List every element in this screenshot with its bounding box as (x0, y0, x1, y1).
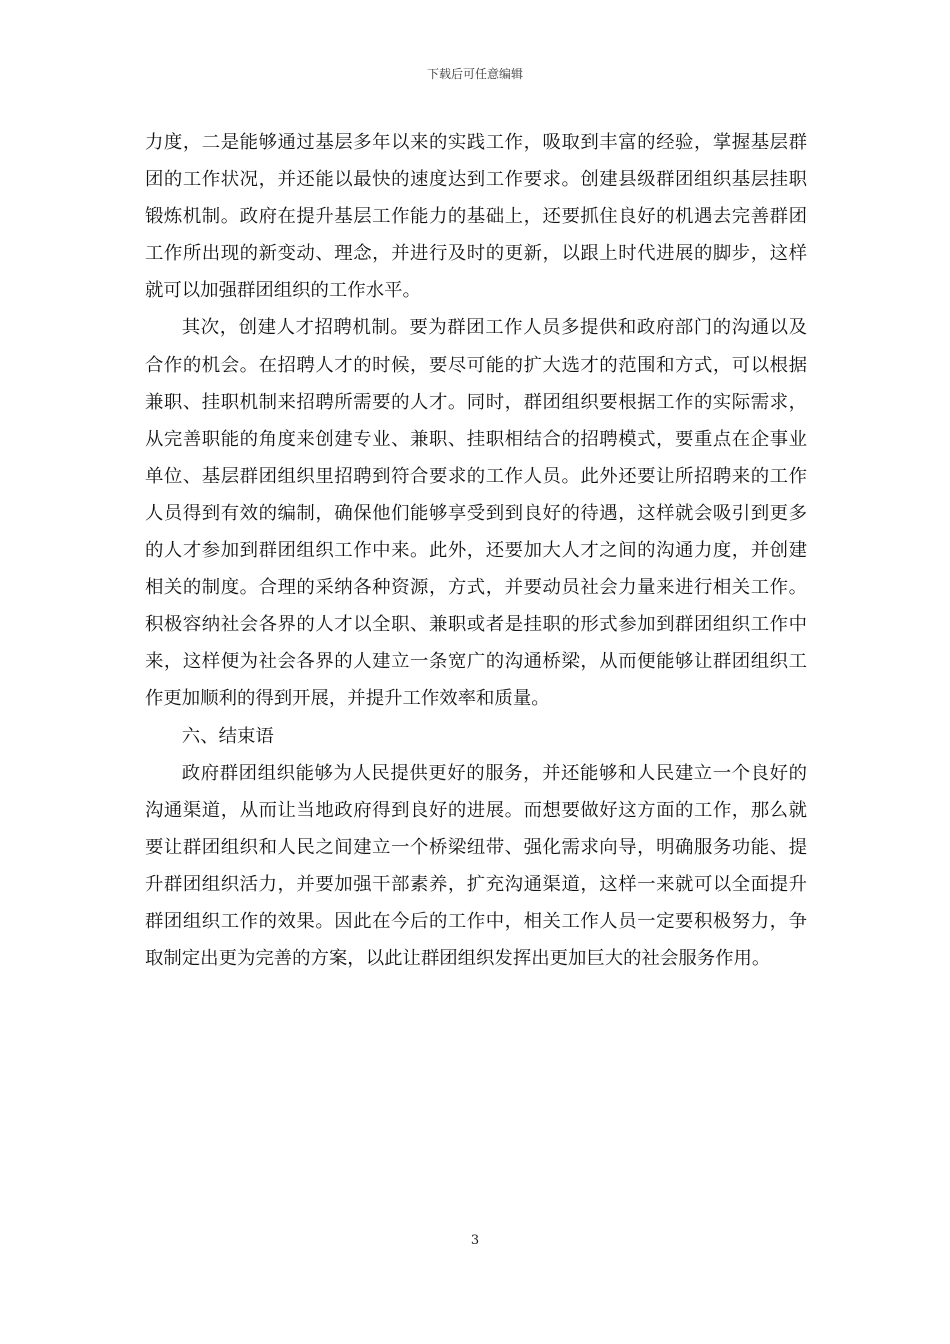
paragraph-conclusion: 政府群团组织能够为人民提供更好的服务，并还能够和人民建立一个良好的沟通渠道，从而让当地政府得到良好的进展。而想要做好这方面的工作，那么就要让群团组织和人民之间建立一个桥梁纽带、强化需求向导，明确服务功能、提升群团组织活力，并要加强干部素养，扩充沟通渠道，这样一来就可以全面提升群团组织工作的效果。因此在今后的工作中，相关工作人员一定要积极努力，争取制定出更为完善的方案，以此让群团组织发挥出更加巨大的社会服务作用。 (145, 762, 807, 970)
page-header: 下载后可任意编辑 (426, 67, 523, 81)
section-heading-conclusion: 六、结束语 (181, 725, 274, 747)
paragraph-talent-recruitment: 其次，创建人才招聘机制。要为群团工作人员多提供和政府部门的沟通以及合作的机会。在招聘人才的时候，要尽可能的扩大选才的范围和方式，可以根据兼职、挂职机制来招聘所需要的人才。同时，群团组织要根据工作的实际需求，从完善职能的角度来创建专业、兼职、挂职相结合的招聘模式，要重点在企事业单位、基层群团组织里招聘到符合要求的工作人员。此外还要让所招聘来的工作人员得到有效的编制，确保他们能够享受到到良好的待遇，这样就会吸引到更多的人才参加到群团组织工作中来。此外，还要加大人才之间的沟通力度，并创建相关的制度。合理的采纳各种资源，方式，并要动员社会力量来进行相关工作。积极容纳社会各界的人才以全职、兼职或者是挂职的形式参加到群团组织工作中来，这样便为社会各界的人建立一条宽广的沟通桥梁，从而便能够让群团组织工作更加顺利的得到开展，并提升工作效率和质量。 (145, 317, 807, 710)
paragraph-continuation: 力度，二是能够通过基层多年以来的实践工作，吸取到丰富的经验，掌握基层群团的工作状况，并还能以最快的速度达到工作要求。创建县级群团组织基层挂职锻炼机制。政府在提升基层工作能力的基础上，还要抓住良好的机遇去完善群团工作所出现的新变动、理念，并进行及时的更新，以跟上时代进展的脚步，这样就可以加强群团组织的工作水平。 (145, 132, 807, 302)
document-body (145, 124, 807, 977)
page-number: 3 (470, 1233, 480, 1248)
